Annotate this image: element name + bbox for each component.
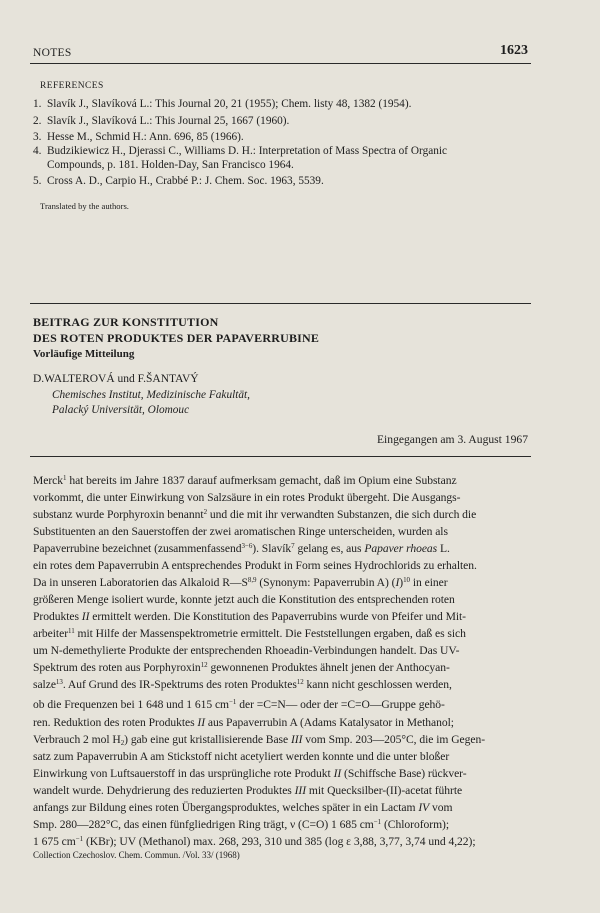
reference-item: 1. Slavík J., Slavíková L.: This Journal 20, 21 (1955); Chem. listy 48, 1382 (1954).	[33, 98, 412, 110]
page: NOTES 1623 REFERENCES 1. Slavík J., Slavíková L.: This Journal 20, 21 (1955); Chem. listy 48, 1382 (1954). 2. Slavík J., Slavíková L.: This Journal 25, 1667 (1960). 3. Hesse M., Schmid H.: Ann. 696, 85 (1966). 4. Budzikiewicz H., Djerassi C., Williams D. H.: Interpretation of Mass Spectra of Organic Compounds, p. 181. Holden-Day, San Francisco 1964. 5. Cross A. D., Carpio H., Crabbé P.: J. Chem. Soc. 1963, 5539. Translated by the authors. BEITRAG ZUR KONSTITUTION DES ROTEN PRODUKTES DER PAPAVERRUBINE Vorläufige Mitteilung D.WALTEROVÁ und F.ŠANTAVÝ Chemisches Institut, Medizinische Fakultät, Palacký Universität, Olomouc Eingegangen am 3. August 1967 Merck$^1$ hat bereits im Jahre 1837 darauf aufmerksam gemacht, daß im Opium eine Substanz vorkommt, die unter Einwirkung von Salzsäure in ein rotes Produkt übergeht. Die Ausgangs- substanz wurde Porphyroxin benannt$^2$ und die mit ihr verwandten Substanzen, die sich durch die Substituenten an den Sauerstoffen der zwei aromatischen Ringe unterscheiden, wurden als Papaverrubine bezeichnet (zusammenfassend$^{3-6}$). Slavík$^7$ gelang es, aus Papaver rhoeas L. ein rotes dem Papaverrubin A entsprechendes Produkt in Form seines Hydrochlorids zu erhalten. Da in unseren Laboratorien das Alkaloid $R—S^{8,9}$ (Synonym: Papaverrubin A) $(I)^{10}$ in einer größeren Menge isoliert wurde, konnte jetzt auch die Konstitution des entsprechenden roten Produktes II ermittelt werden. Die Konstitution des Papaverrubins wurde von Pfeifer und Mit- arbeiter$^{11}$ mit Hilfe der Massenspektrometrie ermittelt. Die Feststellungen ergaben, daß es sich um N-demethylierte Produkte der entsprechenden Rhoeadin-Verbindungen handelt. Das UV- Spektrum des roten aus Porphyroxin$^{12}$ gewonnenen Produktes ähnelt jenen der Anthocyan- salze$^{13}$. Auf Grund des IR-Spektrums des roten Produktes$^{12}$ kann nicht geschlossen werden, ob die Frequenzen bei 1 648 und 1 615 $cm^{-1}$ der =C=N— oder der =C=O—Gruppe gehö- ren. Reduktion des roten Produktes II aus Papaverrubin A (Adams Katalysator in Methanol; Verbrauch 2 mol $H_2$) gab eine gut kristallisierende Base III vom Smp. 203—205°C, die im Gegen- satz zum Papaverrubin A am Stickstoff nicht acetyliert werden konnte und die unter bloßer Einwirkung von Luftsauerstoff in das ursprüngliche rote Produkt II (Schiffsche Base) rückver- wandelt wurde. Dehydrierung des reduzierten Produktes III mit Quecksilber-(II)-acetat führte anfangs zur Bildung eines roten Übergangsproduktes, welches später in ein Lactam IV vom Smp. 280—282°C, das einen fünfgliedrigen Ring trägt, ν (C=O) 1 685 $cm^{-1}$ (Chloroform); 1 675 $cm^{-1}$ (KBr); UV (Methanol) max. 268, 293, 310 und 385 (log ε 3,88, 3,77, 3,74 und 4,22); Collection Czechoslov. Chem. Commun. /Vol. 33/ (1968)	[0, 0, 600, 913]
received-date: Eingegangen am 3. August 1967	[376, 433, 528, 446]
translation-note: Translated by the authors.	[40, 201, 129, 211]
body-rule	[30, 456, 531, 457]
institute-line2: Palacký Universität, Olomouc	[52, 404, 190, 416]
institute-line1: Chemisches Institut, Medizinische Fakultät,	[52, 389, 250, 401]
references-heading: REFERENCES	[40, 81, 104, 91]
running-header-section: NOTES	[33, 47, 72, 59]
reference-item: 5. Cross A. D., Carpio H., Crabbé P.: J. Chem. Soc. 1963, 5539.	[33, 175, 324, 187]
reference-item: 4. Budzikiewicz H., Djerassi C., Williams D. H.: Interpretation of Mass Spectra of Organic	[33, 145, 448, 157]
reference-item: 2. Slavík J., Slavíková L.: This Journal 25, 1667 (1960).	[33, 115, 290, 127]
article-title-line2: DES ROTEN PRODUKTES DER PAPAVERRUBINE	[33, 331, 320, 345]
header-rule	[30, 63, 531, 64]
article-subtitle: Vorläufige Mitteilung	[33, 348, 135, 360]
section-divider	[30, 303, 531, 304]
journal-footer: Collection Czechoslov. Chem. Commun. /Vol. 33/ (1968)	[33, 850, 240, 860]
article-authors: D.WALTEROVÁ und F.ŠANTAVÝ	[33, 373, 199, 385]
reference-item-continuation: Compounds, p. 181. Holden-Day, San Francisco 1964.	[47, 159, 294, 171]
article-title-line1: BEITRAG ZUR KONSTITUTION	[33, 315, 219, 329]
reference-item: 3. Hesse M., Schmid H.: Ann. 696, 85 (1966).	[33, 131, 244, 143]
page-number: 1623	[500, 43, 528, 58]
